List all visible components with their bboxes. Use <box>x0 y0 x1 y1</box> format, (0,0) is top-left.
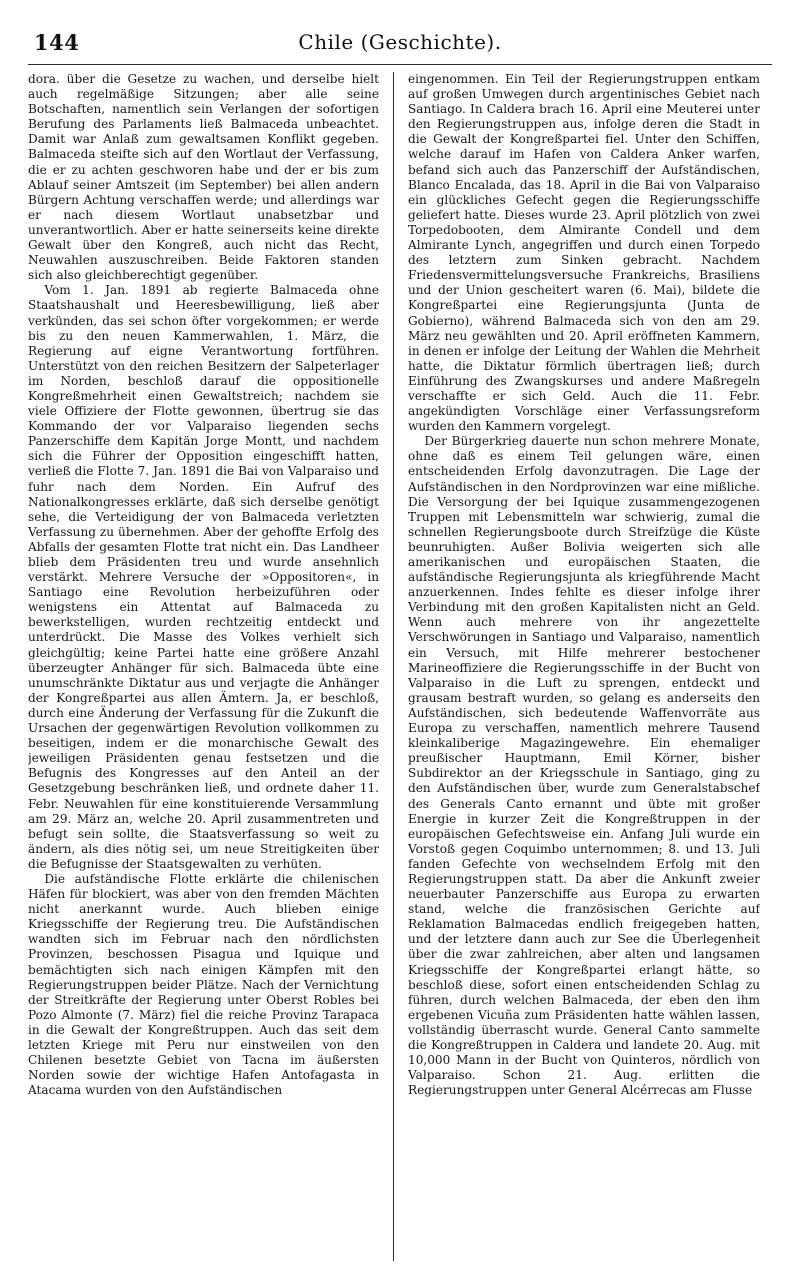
running-head: Chile (Geschichte). <box>298 30 502 54</box>
column-left <box>28 72 394 1261</box>
paragraph: Die aufständische Flotte erklärte die chilenischen Häfen für blockiert, was aber von den fremden Mächten nicht anerkannt wurde. Auch blieben einige Kriegsschiffe der Regierung treu. Die Aufständischen wandten sich im Februar nach den nördlichsten Provinzen, beschossen Pisagua und Iquique und bemächtigten sich nach einigen Kämpfen mit den Regierungstruppen beider Plätze. Nach der Vernichtung der Streitkräfte der Regierung unter Oberst Robles bei Pozo Almonte (7. März) fiel die reiche Provinz Tarapaca in die Gewalt der Kongreßtruppen. Auch das seit dem letzten Kriege mit Peru nur einstweilen von den Chilenen besetzte Gebiet von Tacna im äußersten Norden sowie der wichtige Hafen Antofagasta in Atacama wurden von den Aufständischen <box>28 871 379 1098</box>
header-rule <box>28 64 772 65</box>
paragraph: Vom 1. Jan. 1891 ab regierte Balmaceda ohne Staatshaushalt und Heeresbewilligung, ließ aber verkünden, das sei schon öfter vorgekommen; er werde bis zu den neuen Kammerwahlen, 1. März, die Regierung auf eigne Verantwortung fortführen. Unterstützt von den reichen Besitzern der Salpeterlager im Norden, beschloß darauf die oppositionelle Kongreßmehrheit einen Gewaltstreich; nachdem sie viele Offiziere der Flotte gewonnen, übertrug sie das Kommando der vor Valparaiso liegenden sechs Panzerschiffe dem Kapitän Jorge Montt, und nachdem sich die Führer der Opposition eingeschifft hatten, verließ die Flotte 7. Jan. 1891 die Bai von Valparaiso und fuhr nach dem Norden. Ein Aufruf des Nationalkongresses erklärte, daß sich derselbe genötigt sehe, die Verteidigung der von Balmaceda verletzten Verfassung zu übernehmen. Aber der gehoffte Erfolg des Abfalls der gesamten Flotte trat nicht ein. Das Landheer blieb dem Präsidenten treu und wurde ansehnlich verstärkt. Mehrere Versuche der »Oppositoren«, in Santiago eine Revolution herbeizuführen oder wenigstens ein Attentat auf Balmaceda zu bewerkstelligen, wurden rechtzeitig entdeckt und unterdrückt. Die Masse des Volkes verhielt sich gleichgültig; keine Partei hatte eine größere Anzahl überzeugter Anhänger für sich. Balmaceda übte eine unumschränkte Diktatur aus und verjagte die Anhänger der Kongreßpartei aus allen Ämtern. Ja, er beschloß, durch eine Änderung der Verfassung für die Zukunft die Ursachen der gegenwärtigen Revolution vollkommen zu beseitigen, indem er die monarchische Gewalt des jeweiligen Präsidenten genau festsetzen und die Befugnis des Kongresses auf den Anteil an der Gesetzgebung beschränken ließ, und ordnete daher 11. Febr. Neuwahlen für eine konstituierende Versammlung am 29. März an, welche 20. April zusammentreten und befugt sein sollte, die Staatsverfassung so weit zu ändern, als dies nötig sei, um neue Streitigkeiten über die Befugnisse der Staatsgewalten zu verhüten. <box>28 283 379 871</box>
paragraph: Der Bürgerkrieg dauerte nun schon mehrere Monate, ohne daß es einem Teil gelungen wäre, einen entscheidenden Erfolg davonzutragen. Die Lage der Aufständischen in den Nordprovinzen war eine mißliche. Die Versorgung der bei Iquique zusammengezogenen Truppen mit Lebensmitteln war schwierig, zumal die schnellen Regierungsboote durch Streifzüge die Küste beunruhigten. Außer Bolivia weigerten sich alle amerikanischen und europäischen Staaten, die aufständische Regierungsjunta als kriegführende Macht anzuerkennen. Indes fehlte es dieser infolge ihrer Verbindung mit den großen Kapitalisten nicht an Geld. Wenn auch mehrere von ihr angezettelte Verschwörungen in Santiago und Valparaiso, namentlich ein Versuch, mit Hilfe mehrerer bestochener Marineoffiziere die Regierungsschiffe in der Bucht von Valparaiso in die Luft zu sprengen, entdeckt und grausam bestraft wurden, so gelang es anderseits den Aufständischen, sich bedeutende Waffenvorräte aus Europa zu verschaffen, namentlich mehrere Tausend kleinkaliberige Magazingewehre. Ein ehemaliger preußischer Hauptmann, Emil Körner, bisher Subdirektor an der Kriegsschule in Santiago, ging zu den Aufständischen über, wurde zum Generalstabschef des Generals Canto ernannt und übte mit großer Energie in kurzer Zeit die Kongreßtruppen in der europäischen Gefechtsweise ein. Anfang Juli wurde ein Vorstoß gegen Coquimbo unternommen; 8. und 13. Juli fanden Gefechte von wechselndem Erfolg mit den Regierungstruppen statt. Da aber die Ankunft zweier neuerbauter Panzerschiffe aus Europa zu erwarten stand, welche die französischen Gerichte auf Reklamation Balmacedas endlich freigegeben hatten, und der letztere dann auch zur See die Überlegenheit über die zwar zahlreichen, aber alten und langsamen Kriegsschiffe der Kongreßpartei erlangt hätte, so beschloß diese, sofort einen entscheidenden Schlag zu führen, durch welchen Balmaceda, der eben den ihm ergebenen Vicuña zum Präsidenten hatte wählen lassen, vollständig überrascht wurde. General Canto sammelte die Kongreßtruppen in Caldera und landete 20. Aug. mit 10,000 Mann in der Bucht von Quinteros, nördlich von Valparaiso. Schon 21. Aug. erlitten die Regierungstruppen unter General Alcérrecas am Flusse <box>408 434 760 1098</box>
page-number: 144 <box>34 30 80 55</box>
page-header <box>30 26 770 66</box>
paragraph: eingenommen. Ein Teil der Regierungstruppen entkam auf großen Umwegen durch argentinisches Gebiet nach Santiago. In Caldera brach 16. April eine Meuterei unter den Regierungstruppen aus, infolge deren die Stadt in die Gewalt der Kongreßpartei fiel. Unter den Schiffen, welche darauf im Hafen von Caldera Anker warfen, befand sich auch das Panzerschiff der Aufständischen, Blanco Encalada, das 18. April in die Bai von Valparaiso ein glückliches Gefecht gegen die Regierungsschiffe geliefert hatte. Dieses wurde 23. April plötzlich von zwei Torpedobooten, dem Almirante Condell und dem Almirante Lynch, angegriffen und durch einen Torpedo des letztern zum Sinken gebracht. Nachdem Friedensvermittelungsversuche Frankreichs, Brasiliens und der Union gescheitert waren (6. Mai), bildete die Kongreßpartei eine Regierungsjunta (Junta de Gobierno), während Balmaceda sich von den am 29. März neu gewählten und 20. April eröffneten Kammern, in denen er infolge der Leitung der Wahlen die Mehrheit hatte, die Diktatur förmlich übertragen ließ; durch Einführung des Zwangskurses und andere Maßregeln verschaffte er sich Geld. Auch die 11. Febr. angekündigten Vorschläge einer Verfassungsreform wurden den Kammern vorgelegt. <box>408 72 760 434</box>
column-right <box>394 72 760 1261</box>
paragraph: dora. über die Gesetze zu wachen, und derselbe hielt auch regelmäßige Sitzungen; aber alle seine Botschaften, namentlich sein Verlangen der sofortigen Berufung des Parlaments ließ Balmaceda unbeachtet. Damit war Anlaß zum gewaltsamen Konflikt gegeben. Balmaceda steifte sich auf den Wortlaut der Verfassung, die er zu achten geschworen habe und der er bis zum Ablauf seiner Amtszeit (im September) bei allen andern Bürgern Achtung verschaffen werde; und allerdings war er nach diesem Wortlaut unabsetzbar und unverantwortlich. Aber er hatte seinerseits keine direkte Gewalt über den Kongreß, auch nicht das Recht, Neuwahlen auszuschreiben. Beide Faktoren standen sich also gleichberechtigt gegenüber. <box>28 72 379 283</box>
text-columns <box>28 72 772 1261</box>
